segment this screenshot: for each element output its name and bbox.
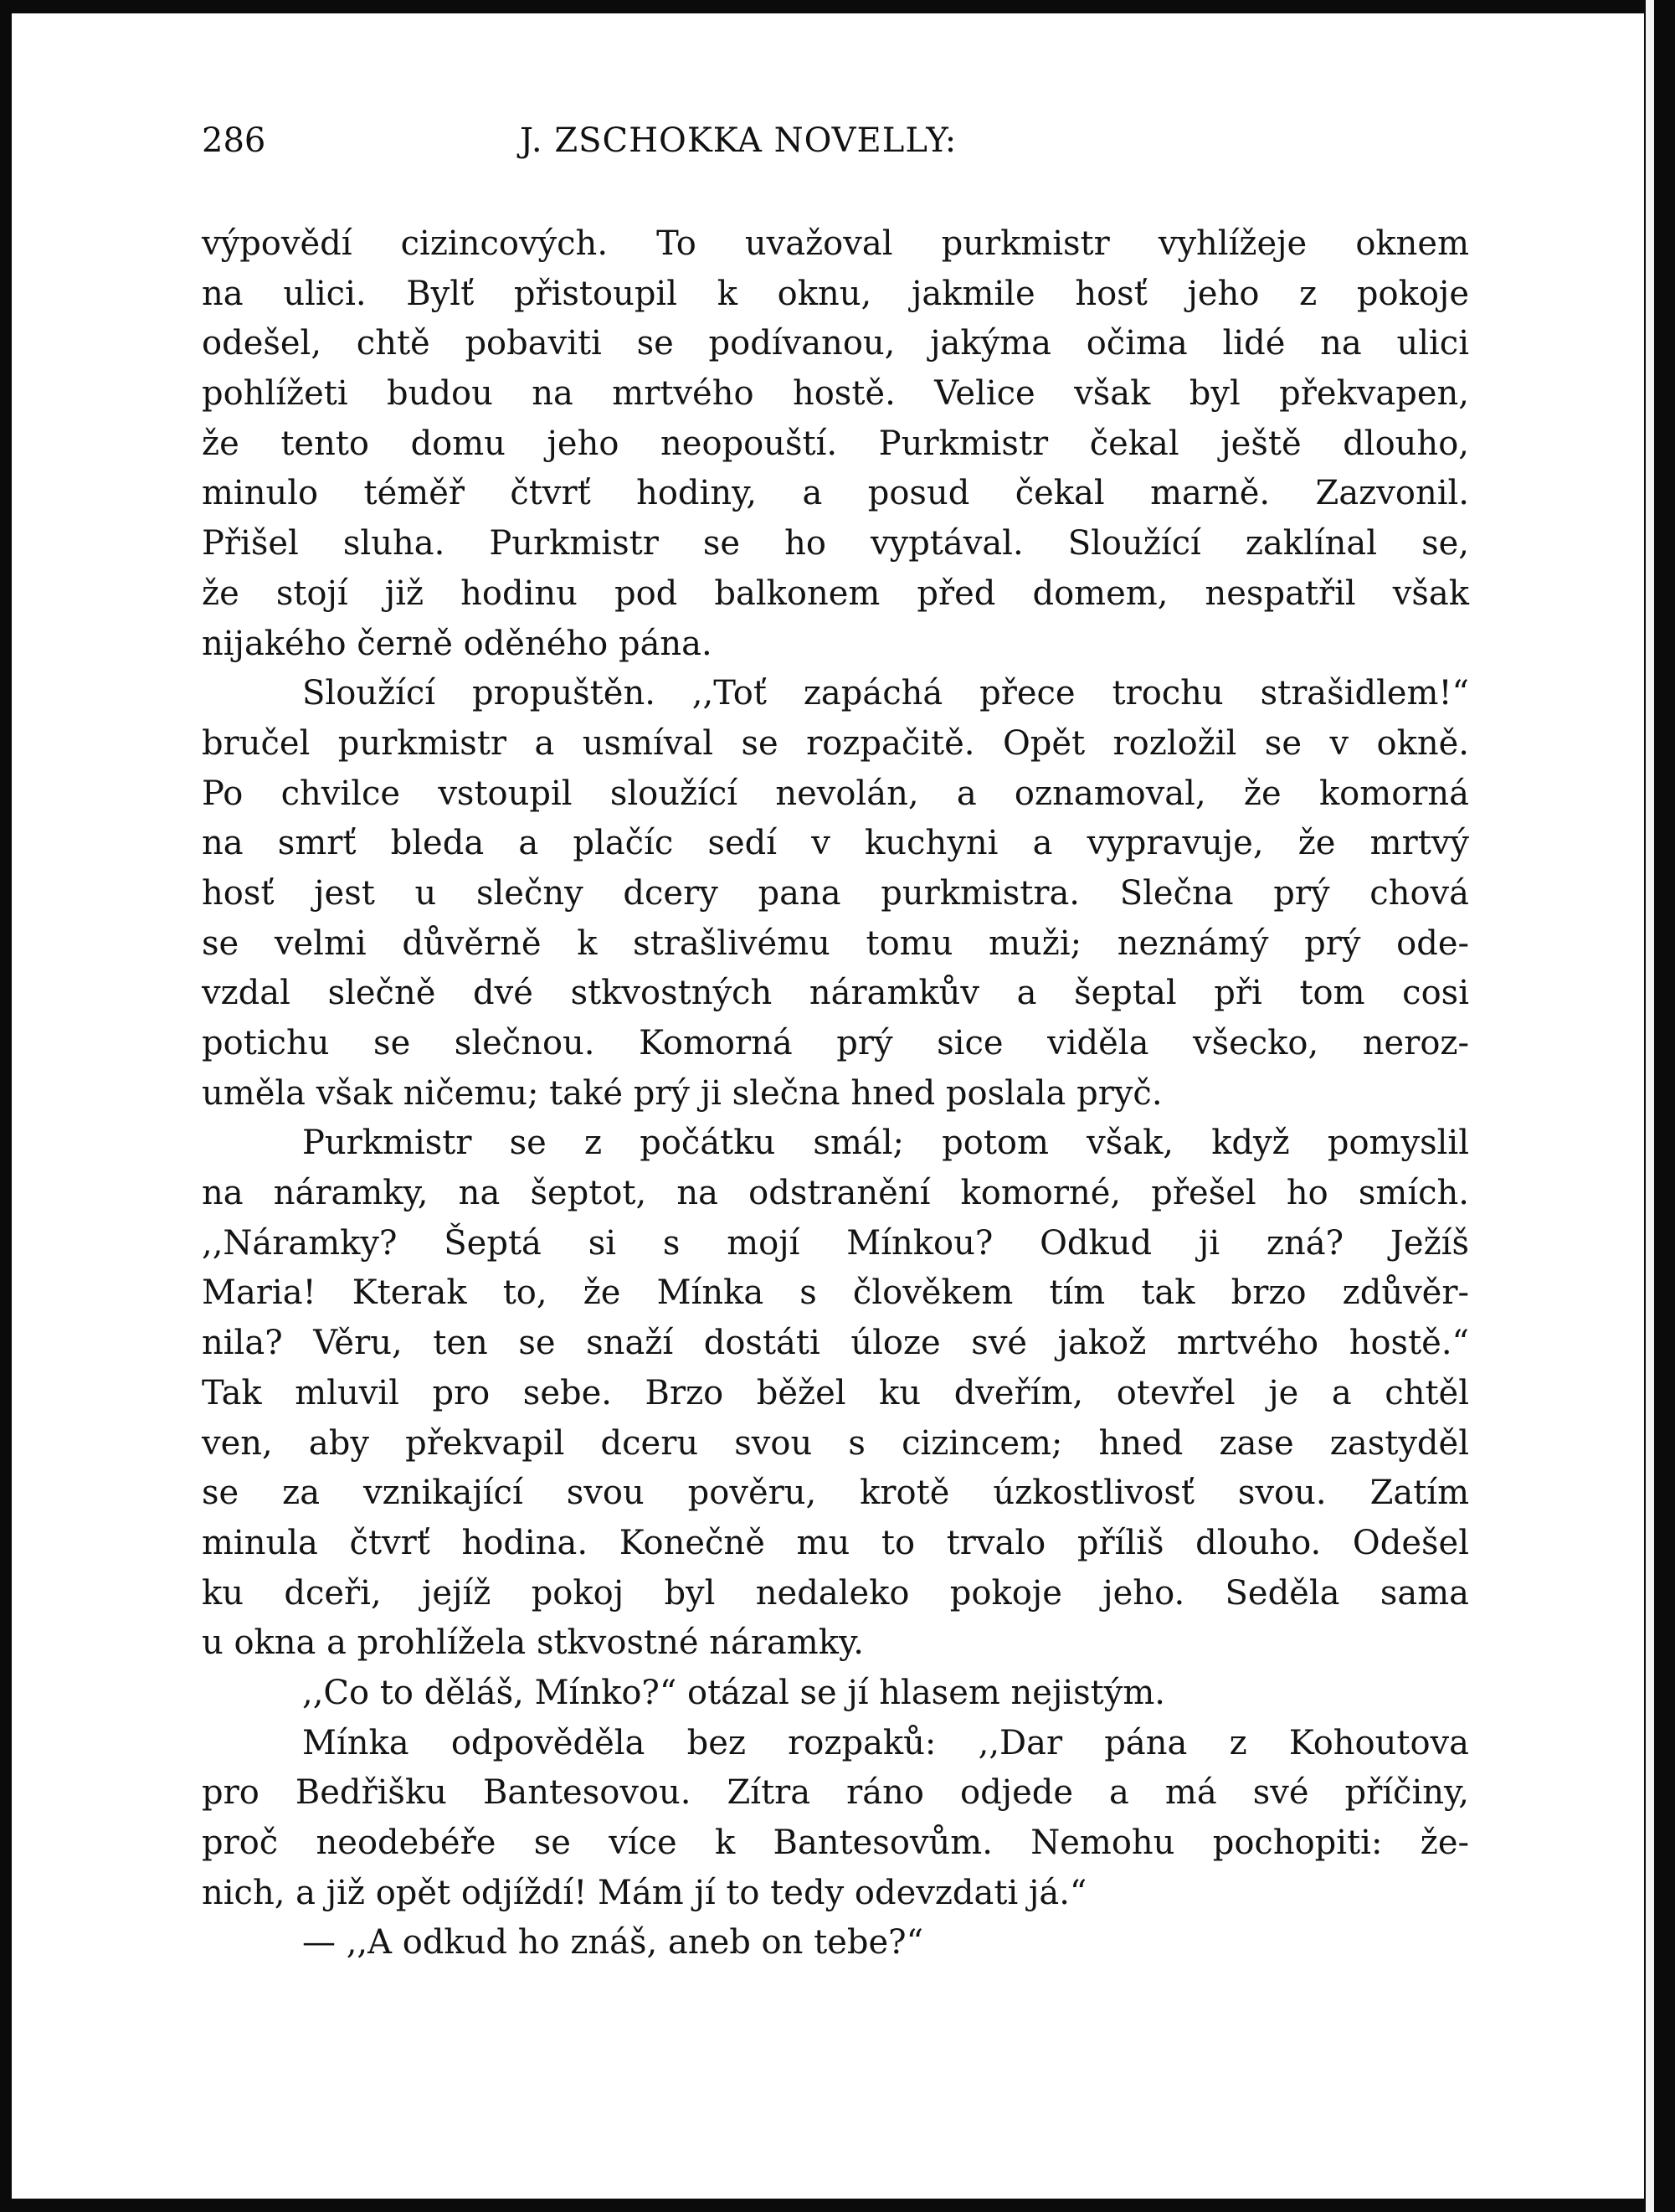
text-line: Purkmistr se z počátku smál; potom však, když pomyslil [302,1124,1469,1163]
text-line: ,,Náramky? Šeptá si s mojí Mínkou? Odkud ji zná? Ježíš [202,1223,1469,1263]
text-line: nila? Věru, ten se snaží dostáti úloze své jakož mrtvého hostě.“ [202,1324,1469,1363]
page-number: 286 [202,121,266,160]
text-line: Po chvilce vstoupil sloužící nevolán, a oznamoval, že komorná [202,774,1469,813]
text-line: potichu se slečnou. Komorná prý sice viděla všecko, neroz- [202,1024,1469,1062]
text-line: Mínka odpověděla bez rozpaků: ,,Dar pána z Kohoutova [302,1723,1469,1762]
text-line: se velmi důvěrně k strašlivému tomu muži; neznámý prý ode- [202,923,1469,963]
text-line: na ulici. Bylť přistoupil k oknu, jakmile hosť jeho z pokoje [202,274,1469,313]
text-line: Sloužící propuštěn. ,,Toť zapáchá přece trochu strašidlem!“ [302,674,1469,713]
text-line: Tak mluvil pro sebe. Brzo běžel ku dveřím, otevřel je a chtěl [202,1373,1469,1412]
text-line: vzdal slečně dvé stkvostných náramkův a šeptal při tom cosi [202,974,1469,1013]
text-line: se za vznikající svou pověru, krotě úzkostlivosť svou. Zatím [202,1474,1469,1513]
text-line: minulo téměř čtvrť hodiny, a posud čekal marně. Zazvonil. [202,474,1469,513]
text-line: Přišel sluha. Purkmistr se ho vyptával. Sloužící zaklínal se, [202,524,1469,563]
text-line: hosť jest u slečny dcery pana purkmistra. Slečna prý chová [202,873,1469,913]
text-line: ven, aby překvapil dceru svou s cizincem; hned zase zastyděl [202,1423,1469,1463]
text-line: pro Bedřišku Bantesovou. Zítra ráno odjede a má své příčiny, [202,1773,1469,1813]
text-line: na smrť bleda a plačíc sedí v kuchyni a vypravuje, že mrtvý [202,824,1469,863]
text-line: ku dceři, jejíž pokoj byl nedaleko pokoje jeho. Seděla sama [202,1573,1469,1613]
text-line: odešel, chtě pobaviti se podívanou, jakýma očima lidé na ulici [202,324,1469,363]
text-line: že stojí již hodinu pod balkonem před domem, nespatřil však [202,574,1469,613]
text-line: uměla však ničemu; také prý ji slečna hned poslala pryč. [202,1073,1163,1113]
text-line: nijakého černě oděného pána. [202,624,712,663]
page-edge [1646,0,1654,2212]
text-line: proč neodebéře se více k Bantesovům. Nemohu pochopiti: že- [202,1824,1469,1862]
body-text [202,219,1469,1968]
page-header [202,116,1474,166]
text-line: minula čtvrť hodina. Konečně mu to trvalo příliš dlouho. Odešel [202,1523,1469,1562]
text-line: u okna a prohlížela stkvostné náramky. [202,1623,864,1663]
text-line: — ,,A odkud ho znáš, aneb on tebe?“ [302,1923,924,1963]
text-line: na náramky, na šeptot, na odstranění komorné, přešel ho smích. [202,1174,1469,1213]
text-line: ,,Co to děláš, Mínko?“ otázal se jí hlasem nejistým. [302,1673,1165,1712]
text-line: bručel purkmistr a usmíval se rozpačitě. Opět rozložil se v okně. [202,723,1469,763]
running-title: J. ZSCHOKKA NOVELLY: [520,121,958,160]
scan-border [1654,0,1675,2212]
text-line: Maria! Kterak to, že Mínka s člověkem tím tak brzo zdůvěr- [202,1273,1469,1313]
text-line: nich, a již opět odjíždí! Mám jí to tedy odevzdati já.“ [202,1873,1087,1912]
text-line: že tento domu jeho neopouští. Purkmistr čekal ještě dlouho, [202,424,1469,463]
text-line: výpovědí cizincových. To uvažoval purkmistr vyhlížeje oknem [202,224,1469,263]
text-line: pohlížeti budou na mrtvého hostě. Velice však byl překvapen, [202,374,1469,414]
